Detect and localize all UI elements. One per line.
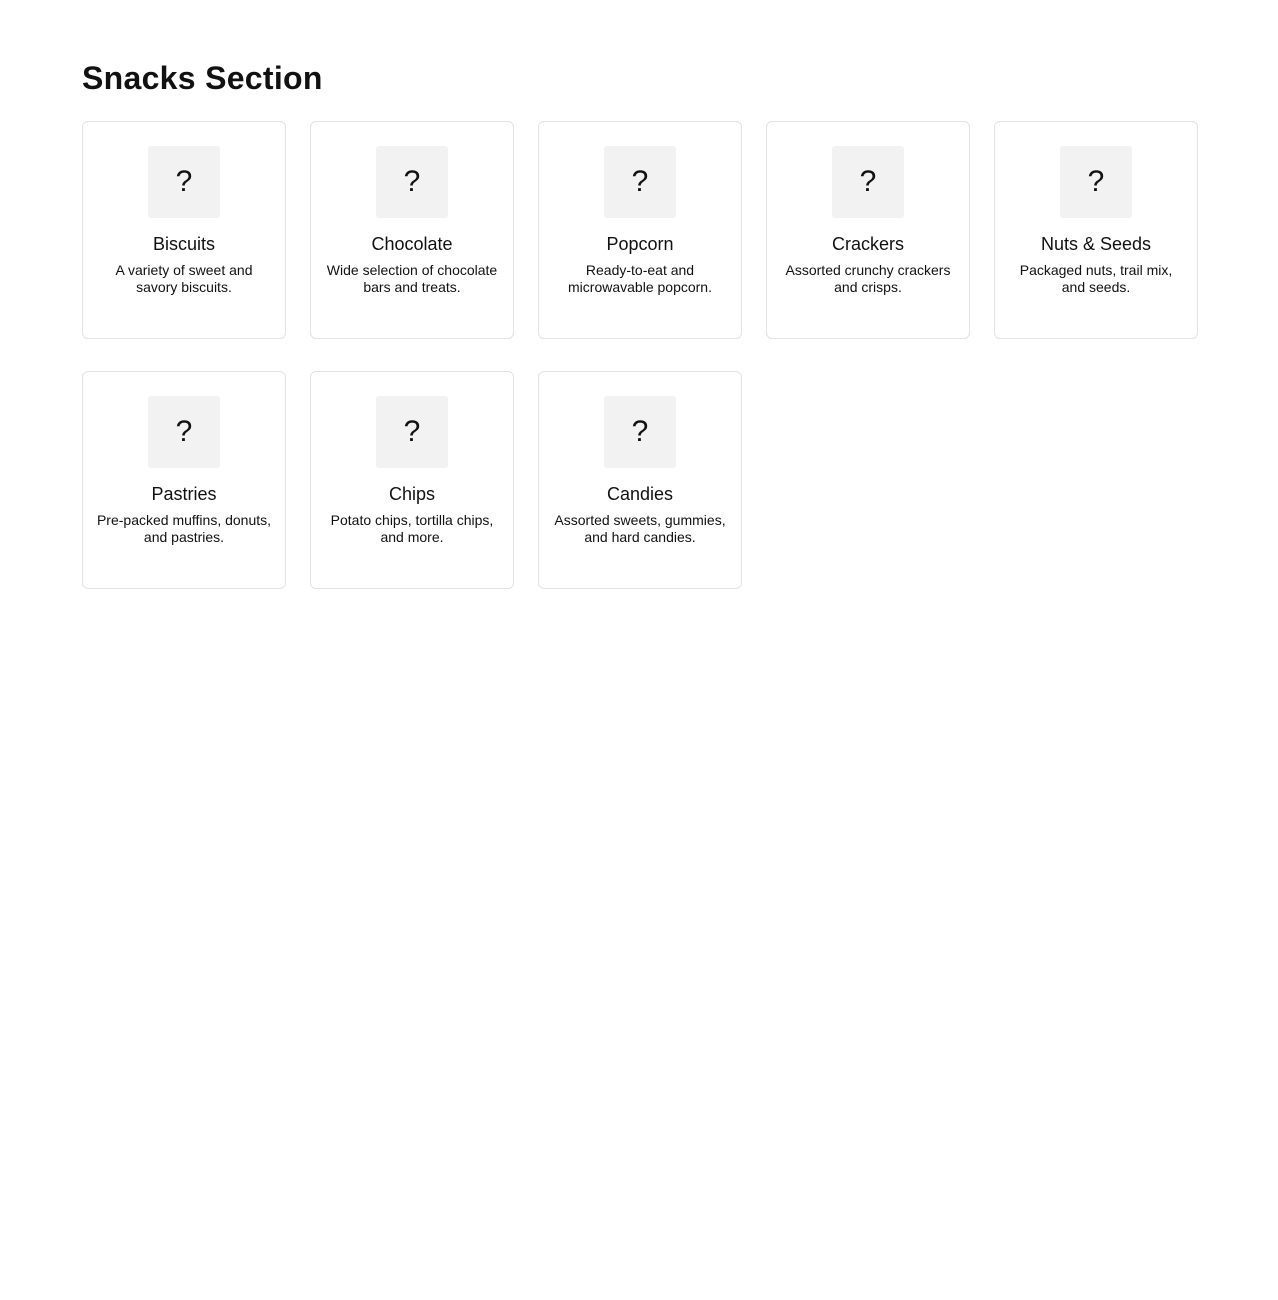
category-description: A variety of sweet and savory biscuits. (115, 262, 253, 295)
category-description: Assorted sweets, gummies, and hard candies. (554, 512, 726, 545)
category-description: Pre-packed muffins, donuts, and pastries. (96, 512, 272, 545)
question-mark-icon: ? (832, 146, 904, 218)
category-card-nuts-seeds[interactable] (994, 121, 1198, 339)
category-card-biscuits[interactable] (82, 121, 286, 339)
category-title: Chips (388, 484, 436, 504)
category-title: Biscuits (152, 234, 215, 254)
category-card-pastries[interactable] (82, 371, 286, 589)
category-card-crackers[interactable] (766, 121, 970, 339)
page-title: Snacks Section (82, 60, 323, 96)
category-card-chocolate[interactable] (310, 121, 514, 339)
category-description: Wide selection of chocolate bars and treats. (326, 262, 498, 295)
category-card-candies[interactable] (538, 371, 742, 589)
category-description: Potato chips, tortilla chips, and more. (330, 512, 494, 545)
category-grid (82, 121, 1196, 589)
snacks-page (0, 0, 1278, 589)
question-mark-icon: ? (376, 396, 448, 468)
question-mark-icon: ? (1060, 146, 1132, 218)
category-card-popcorn[interactable] (538, 121, 742, 339)
question-mark-icon: ? (376, 146, 448, 218)
category-title: Crackers (831, 234, 904, 254)
category-title: Nuts & Seeds (1040, 234, 1152, 254)
question-mark-icon: ? (604, 146, 676, 218)
category-title: Candies (606, 484, 674, 504)
category-title: Pastries (151, 484, 217, 504)
category-title: Chocolate (371, 234, 453, 254)
category-card-chips[interactable] (310, 371, 514, 589)
category-description: Packaged nuts, trail mix, and seeds. (1019, 262, 1173, 295)
question-mark-icon: ? (148, 146, 220, 218)
question-mark-icon: ? (604, 396, 676, 468)
question-mark-icon: ? (148, 396, 220, 468)
category-title: Popcorn (606, 234, 674, 254)
category-description: Ready-to-eat and microwavable popcorn. (568, 262, 712, 295)
category-description: Assorted crunchy crackers and crisps. (785, 262, 951, 295)
